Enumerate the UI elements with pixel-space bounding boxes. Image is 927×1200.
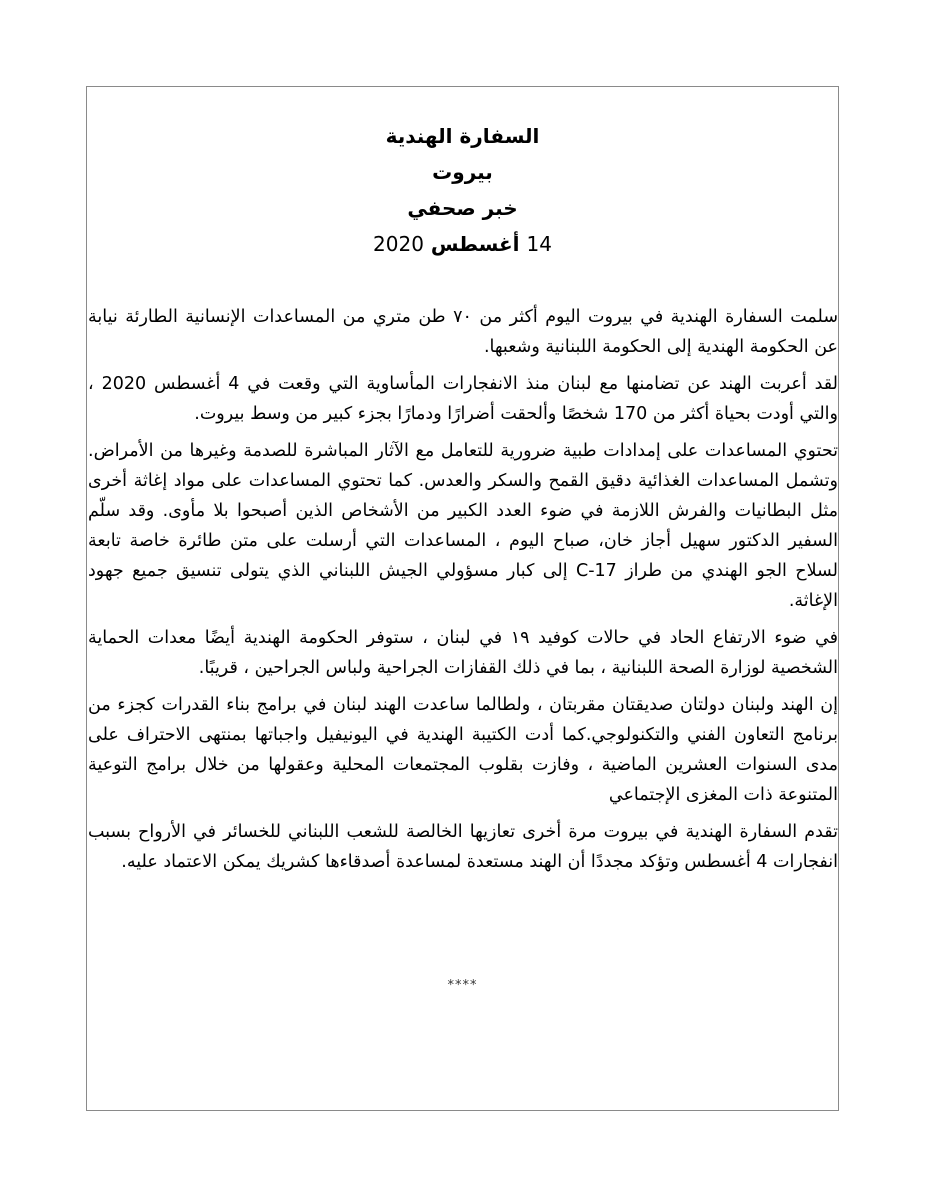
paragraph: تقدم السفارة الهندية في بيروت مرة أخرى تعازيها الخالصة للشعب اللبناني للخسائر في الأرواح بسبب انفجارات 4 أغسطس وتؤكد مجددًا أن الهند مستعدة لمساعدة أصدقاءها كشريك يمكن الاعتماد عليه. [88,822,838,872]
city-title: بيروت [432,160,493,184]
press-release-title: خبر صحفي [407,196,518,220]
paragraph: سلمت السفارة الهندية في بيروت اليوم أكثر من ٧٠ طن متري من المساعدات الإنسانية الطارئة نيابة عن الحكومة الهندية إلى الحكومة اللبنانية وشعبها. [88,307,838,357]
release-date [86,226,839,262]
date-year: 2020 [373,232,424,256]
end-mark: **** [447,978,478,993]
paragraph: إن الهند ولبنان دولتان صديقتان مقربتان ، ولطالما ساعدت الهند لبنان في برامج بناء القدرات كجزء من برنامج التعاون الفني والتكنولوجي.كما أدت الكتيبة الهندية في اليونيفيل واجباتها بمنتهى الاحتراف على مدى السنوات العشرين الماضية ، وفازت بقلوب المجتمعات المحلية وعقولها من خلال برامج التوعية المتنوعة ذات المغزى الإجتماعي [88,695,838,805]
document-header [86,118,839,262]
date-day: 14 [526,232,552,256]
embassy-title: السفارة الهندية [385,124,540,148]
paragraph: في ضوء الارتفاع الحاد في حالات كوفيد ١٩ في لبنان ، ستوفر الحكومة الهندية أيضًا معدات الحماية الشخصية لوزارة الصحة اللبنانية ، بما في ذلك القفازات الجراحية ولباس الجراحين ، قريبًا. [88,628,839,678]
date-month: أغسطس [430,232,520,256]
document-body [88,302,838,884]
paragraph: لقد أعربت الهند عن تضامنها مع لبنان منذ الانفجارات المأساوية التي وقعت في 4 أغسطس 2020 ، والتي أودت بحياة أكثر من 170 شخصًا وألحقت أضرارًا ودمارًا بجزء كبير من وسط بيروت. [88,374,838,424]
paragraph: تحتوي المساعدات على إمدادات طبية ضرورية للتعامل مع الآثار المباشرة للصدمة وغيرها من الأمراض. وتشمل المساعدات الغذائية دقيق القمح والسكر والعدس. كما تحتوي المساعدات على مواد إغاثة أخرى مثل البطانيات والفرش اللازمة في ضوء العدد الكبير من الأشخاص الذين أصبحوا بلا مأوى. وقد سلّم السفير الدكتور سهيل أجاز خان، صباح اليوم ، المساعدات التي أرسلت على متن طائرة خاصة تابعة لسلاح الجو الهندي من طراز C-17 إلى كبار مسؤولي الجيش اللبناني الذي يتولى تنسيق جميع جهود الإغاثة. [88,441,838,611]
